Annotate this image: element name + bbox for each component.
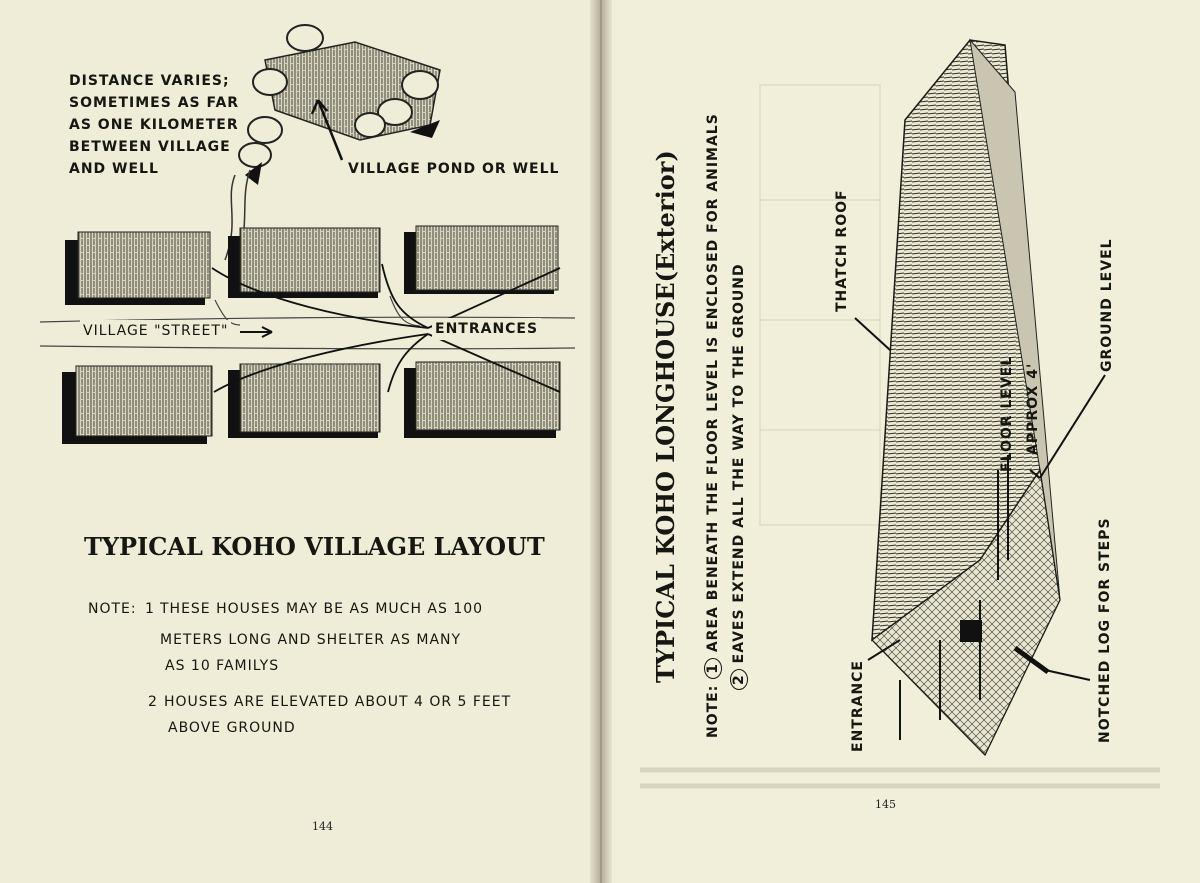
page-title: TYPICAL KOHO LONGHOUSE(Exterior) — [651, 150, 680, 683]
note-number: 1 — [145, 601, 155, 617]
note-line: ABOVE GROUND — [168, 720, 296, 736]
ground-level-label: GROUND LEVEL — [1099, 238, 1115, 372]
notched-log-label: NOTCHED LOG FOR STEPS — [1097, 517, 1113, 743]
note-line: AS 10 FAMILYS — [165, 658, 280, 674]
note-2: 2 EAVES EXTEND ALL THE WAY TO THE GROUND — [731, 263, 747, 690]
note-1: NOTE: 1 AREA BENEATH THE FLOOR LEVEL IS ENCLOSED FOR ANIMALS — [705, 113, 721, 738]
page-number: 145 — [875, 798, 896, 811]
page-number: 144 — [312, 820, 333, 833]
right-page — [600, 0, 1200, 883]
note-number: 2 — [148, 694, 158, 710]
thatch-roof-label: THATCH ROOF — [834, 189, 850, 312]
street-label: VILLAGE "STREET" — [80, 320, 231, 342]
note-line: THESE HOUSES MAY BE AS MUCH AS 100 — [160, 601, 484, 617]
page-title: TYPICAL KOHO VILLAGE LAYOUT — [84, 532, 545, 561]
approx-label: APPROX 4' — [1025, 362, 1041, 455]
entrances-label: ENTRANCES — [432, 318, 541, 340]
note-line: METERS LONG AND SHELTER AS MANY — [160, 632, 462, 648]
house — [65, 232, 210, 305]
distance-label: DISTANCE VARIES; SOMETIMES AS FAR AS ONE KILOMETER BETWEEN VILLAGE AND WELL — [69, 73, 240, 177]
note-label: NOTE: — [88, 601, 137, 617]
house — [62, 366, 212, 444]
floor-level-label: FLOOR LEVEL — [999, 355, 1015, 472]
entrance-label: ENTRANCE — [850, 660, 866, 752]
house — [404, 362, 560, 438]
note-number: 1 — [704, 658, 722, 679]
pond-label: VILLAGE POND OR WELL — [348, 161, 560, 177]
note-line: HOUSES ARE ELEVATED ABOUT 4 OR 5 FEET — [164, 694, 512, 710]
house — [404, 226, 558, 294]
book-gutter — [590, 0, 612, 883]
longhouse-illustration — [600, 0, 1200, 883]
note-number: 2 — [730, 669, 748, 690]
